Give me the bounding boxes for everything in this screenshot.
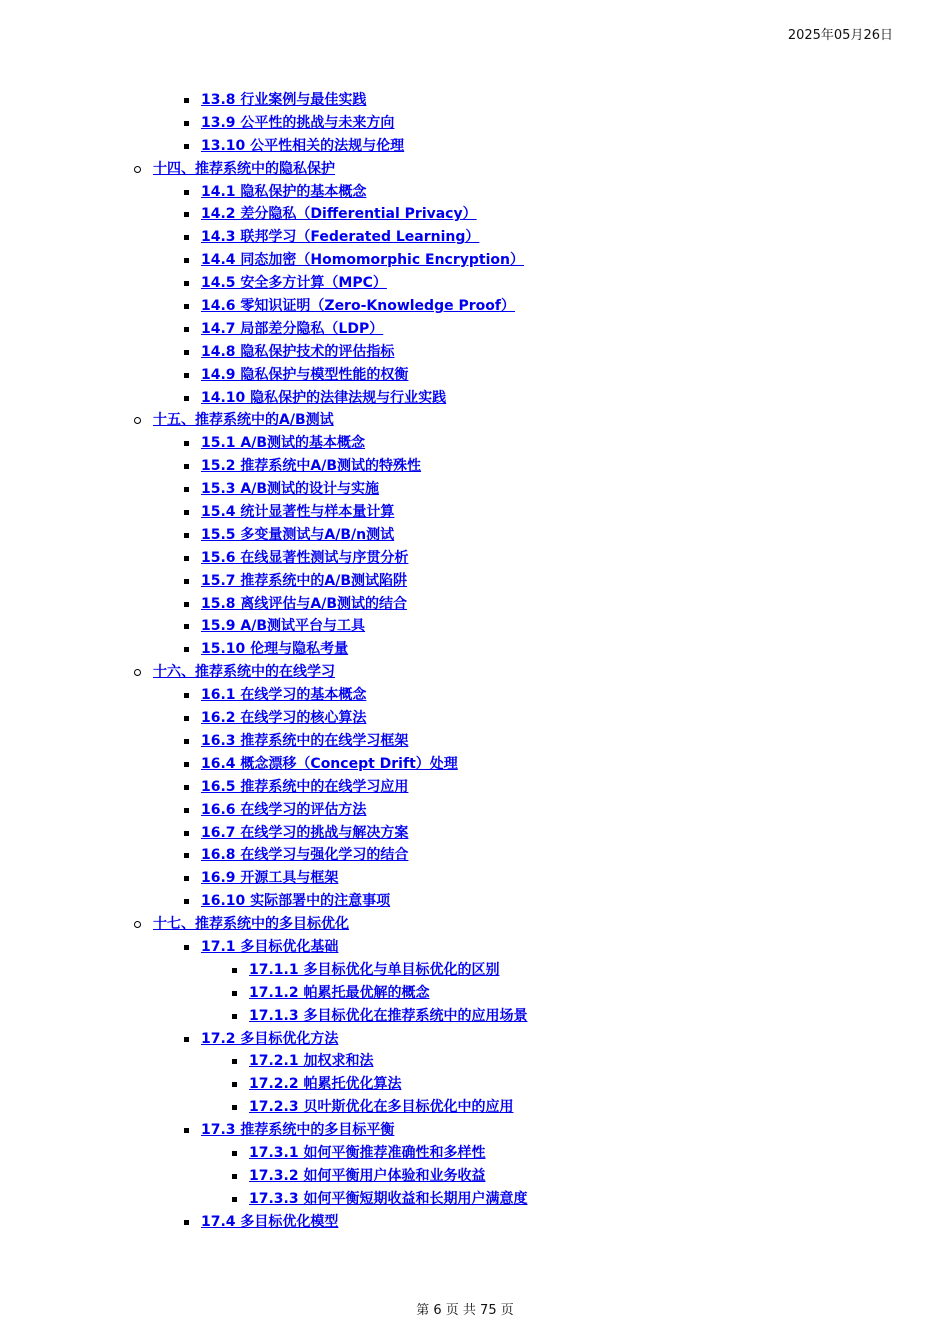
hollow-bullet-icon [134, 166, 141, 173]
toc-link[interactable]: 13.10 公平性相关的法规与伦理 [201, 137, 405, 154]
toc-item [0, 295, 900, 318]
toc-link[interactable]: 17.2.1 加权求和法 [249, 1053, 374, 1070]
hollow-bullet-icon [134, 921, 141, 928]
toc-item [0, 1188, 900, 1211]
square-bullet-icon [184, 693, 189, 698]
toc-item [0, 913, 900, 936]
toc-item [0, 1028, 900, 1051]
toc-item [0, 112, 900, 135]
toc-link[interactable]: 14.10 隐私保护的法律法规与行业实践 [201, 389, 447, 406]
square-bullet-icon [232, 1105, 237, 1110]
toc-item [0, 1050, 900, 1073]
square-bullet-icon [232, 1197, 237, 1202]
toc-link[interactable]: 16.4 概念漂移（Concept Drift）处理 [201, 755, 458, 772]
square-bullet-icon [184, 808, 189, 813]
toc-item [0, 158, 900, 181]
toc-item [0, 730, 900, 753]
square-bullet-icon [184, 602, 189, 607]
toc-item [0, 89, 900, 112]
toc-link[interactable]: 15.3 A/B测试的设计与实施 [201, 481, 380, 498]
toc-item [0, 432, 900, 455]
square-bullet-icon [184, 212, 189, 217]
toc-link[interactable]: 17.2.2 帕累托优化算法 [249, 1076, 402, 1093]
toc-link[interactable]: 15.2 推荐系统中A/B测试的特殊性 [201, 458, 422, 475]
toc-item [0, 1119, 900, 1142]
toc-item [0, 409, 900, 432]
toc-item [0, 524, 900, 547]
toc-item [0, 982, 900, 1005]
toc-link[interactable]: 16.2 在线学习的核心算法 [201, 710, 367, 727]
square-bullet-icon [232, 1151, 237, 1156]
square-bullet-icon [184, 350, 189, 355]
toc-link[interactable]: 17.3.1 如何平衡推荐准确性和多样性 [249, 1144, 486, 1161]
square-bullet-icon [232, 991, 237, 996]
square-bullet-icon [184, 1220, 189, 1225]
toc-item [0, 707, 900, 730]
toc-link[interactable]: 17.1 多目标优化基础 [201, 938, 339, 955]
toc-link[interactable]: 14.2 差分隐私（Differential Privacy） [201, 206, 477, 223]
toc-link[interactable]: 14.7 局部差分隐私（LDP） [201, 320, 384, 337]
toc-link[interactable]: 16.6 在线学习的评估方法 [201, 801, 367, 818]
square-bullet-icon [232, 1174, 237, 1179]
toc-item [0, 638, 900, 661]
toc-item [0, 1005, 900, 1028]
square-bullet-icon [232, 1082, 237, 1087]
page-date: 2025年05月26日 [787, 28, 893, 43]
square-bullet-icon [184, 258, 189, 263]
toc-item [0, 1165, 900, 1188]
toc-item [0, 936, 900, 959]
toc-link[interactable]: 13.8 行业案例与最佳实践 [201, 92, 367, 108]
toc-link[interactable]: 15.8 离线评估与A/B测试的结合 [201, 595, 408, 612]
toc-link[interactable]: 十五、推荐系统中的A/B测试 [153, 412, 334, 429]
toc-item [0, 341, 900, 364]
toc-link[interactable]: 15.5 多变量测试与A/B/n测试 [201, 526, 395, 543]
square-bullet-icon [184, 1128, 189, 1133]
square-bullet-icon [184, 831, 189, 836]
toc-item [0, 272, 900, 295]
square-bullet-icon [184, 647, 189, 652]
toc-link[interactable]: 14.9 隐私保护与模型性能的权衡 [201, 366, 409, 383]
toc-link[interactable]: 16.5 推荐系统中的在线学习应用 [201, 778, 409, 795]
toc-link[interactable]: 14.1 隐私保护的基本概念 [201, 183, 367, 200]
square-bullet-icon [184, 373, 189, 378]
square-bullet-icon [184, 304, 189, 309]
square-bullet-icon [184, 762, 189, 767]
toc-link[interactable]: 17.2.3 贝叶斯优化在多目标优化中的应用 [249, 1099, 514, 1116]
square-bullet-icon [184, 327, 189, 332]
toc-item [0, 799, 900, 822]
square-bullet-icon [184, 853, 189, 858]
toc-item [0, 615, 900, 638]
toc-item [0, 570, 900, 593]
toc-item [0, 203, 900, 226]
square-bullet-icon [184, 899, 189, 904]
toc-item [0, 249, 900, 272]
square-bullet-icon [184, 121, 189, 126]
toc-link[interactable]: 15.7 推荐系统中的A/B测试陷阱 [201, 572, 408, 589]
toc-item [0, 890, 900, 913]
square-bullet-icon [184, 876, 189, 881]
toc-link[interactable]: 15.9 A/B测试平台与工具 [201, 618, 366, 635]
toc-link[interactable]: 17.3 推荐系统中的多目标平衡 [201, 1122, 395, 1139]
square-bullet-icon [184, 487, 189, 492]
table-of-contents [0, 89, 900, 1234]
toc-item [0, 1096, 900, 1119]
square-bullet-icon [184, 579, 189, 584]
toc-item [0, 135, 900, 158]
page-footer: 第 6 页 共 75 页 [416, 1303, 514, 1318]
toc-link[interactable]: 14.4 同态加密（Homomorphic Encryption） [201, 252, 524, 269]
toc-item [0, 318, 900, 341]
square-bullet-icon [184, 510, 189, 515]
square-bullet-icon [184, 98, 189, 103]
square-bullet-icon [232, 1059, 237, 1064]
square-bullet-icon [184, 716, 189, 721]
toc-item [0, 364, 900, 387]
hollow-bullet-icon [134, 417, 141, 424]
toc-item [0, 547, 900, 570]
toc-item [0, 478, 900, 501]
toc-item [0, 776, 900, 799]
toc-link[interactable]: 十七、推荐系统中的多目标优化 [153, 916, 349, 933]
toc-link[interactable]: 13.9 公平性的挑战与未来方向 [201, 114, 395, 131]
toc-link[interactable]: 16.10 实际部署中的注意事项 [201, 893, 391, 910]
toc-link[interactable]: 14.6 零知识证明（Zero-Knowledge Proof） [201, 298, 515, 315]
toc-link[interactable]: 十六、推荐系统中的在线学习 [153, 664, 335, 681]
square-bullet-icon [232, 1014, 237, 1019]
toc-item [0, 822, 900, 845]
square-bullet-icon [184, 190, 189, 195]
square-bullet-icon [184, 533, 189, 538]
square-bullet-icon [184, 624, 189, 629]
square-bullet-icon [184, 281, 189, 286]
toc-link[interactable]: 17.1.1 多目标优化与单目标优化的区别 [249, 961, 500, 978]
square-bullet-icon [184, 464, 189, 469]
toc-link[interactable]: 17.2 多目标优化方法 [201, 1030, 339, 1047]
toc-link[interactable]: 15.1 A/B测试的基本概念 [201, 435, 366, 452]
toc-link[interactable]: 17.3.3 如何平衡短期收益和长期用户满意度 [249, 1190, 528, 1207]
toc-link[interactable]: 16.3 推荐系统中的在线学习框架 [201, 732, 409, 749]
toc-link[interactable]: 17.1.3 多目标优化在推荐系统中的应用场景 [249, 1007, 528, 1024]
toc-link[interactable]: 17.1.2 帕累托最优解的概念 [249, 984, 430, 1001]
square-bullet-icon [184, 556, 189, 561]
toc-item [0, 387, 900, 410]
square-bullet-icon [184, 144, 189, 149]
toc-item [0, 181, 900, 204]
toc-link[interactable]: 15.6 在线显著性测试与序贯分析 [201, 549, 409, 566]
toc-item [0, 1142, 900, 1165]
toc-link[interactable]: 17.3.2 如何平衡用户体验和业务收益 [249, 1167, 486, 1184]
toc-link[interactable]: 14.3 联邦学习（Federated Learning） [201, 229, 480, 246]
toc-link[interactable]: 16.1 在线学习的基本概念 [201, 687, 367, 704]
square-bullet-icon [184, 945, 189, 950]
toc-link[interactable]: 16.9 开源工具与框架 [201, 870, 339, 887]
toc-link[interactable]: 14.5 安全多方计算（MPC） [201, 275, 387, 292]
hollow-bullet-icon [134, 669, 141, 676]
toc-item [0, 501, 900, 524]
toc-item [0, 1211, 900, 1234]
toc-item [0, 593, 900, 616]
toc-item [0, 455, 900, 478]
square-bullet-icon [184, 785, 189, 790]
square-bullet-icon [184, 1037, 189, 1042]
square-bullet-icon [232, 968, 237, 973]
square-bullet-icon [184, 739, 189, 744]
toc-link[interactable]: 17.4 多目标优化模型 [201, 1213, 339, 1230]
toc-link[interactable]: 14.8 隐私保护技术的评估指标 [201, 343, 395, 360]
square-bullet-icon [184, 441, 189, 446]
toc-item [0, 753, 900, 776]
toc-item [0, 226, 900, 249]
toc-link[interactable]: 15.4 统计显著性与样本量计算 [201, 504, 395, 521]
toc-link[interactable]: 16.7 在线学习的挑战与解决方案 [201, 824, 409, 841]
toc-link[interactable]: 十四、推荐系统中的隐私保护 [153, 160, 335, 177]
toc-item [0, 1073, 900, 1096]
toc-item [0, 684, 900, 707]
toc-link[interactable]: 16.8 在线学习与强化学习的结合 [201, 847, 409, 864]
toc-item [0, 844, 900, 867]
square-bullet-icon [184, 235, 189, 240]
toc-link[interactable]: 15.10 伦理与隐私考量 [201, 641, 349, 658]
square-bullet-icon [184, 396, 189, 401]
toc-item [0, 867, 900, 890]
toc-item [0, 661, 900, 684]
toc-item [0, 959, 900, 982]
